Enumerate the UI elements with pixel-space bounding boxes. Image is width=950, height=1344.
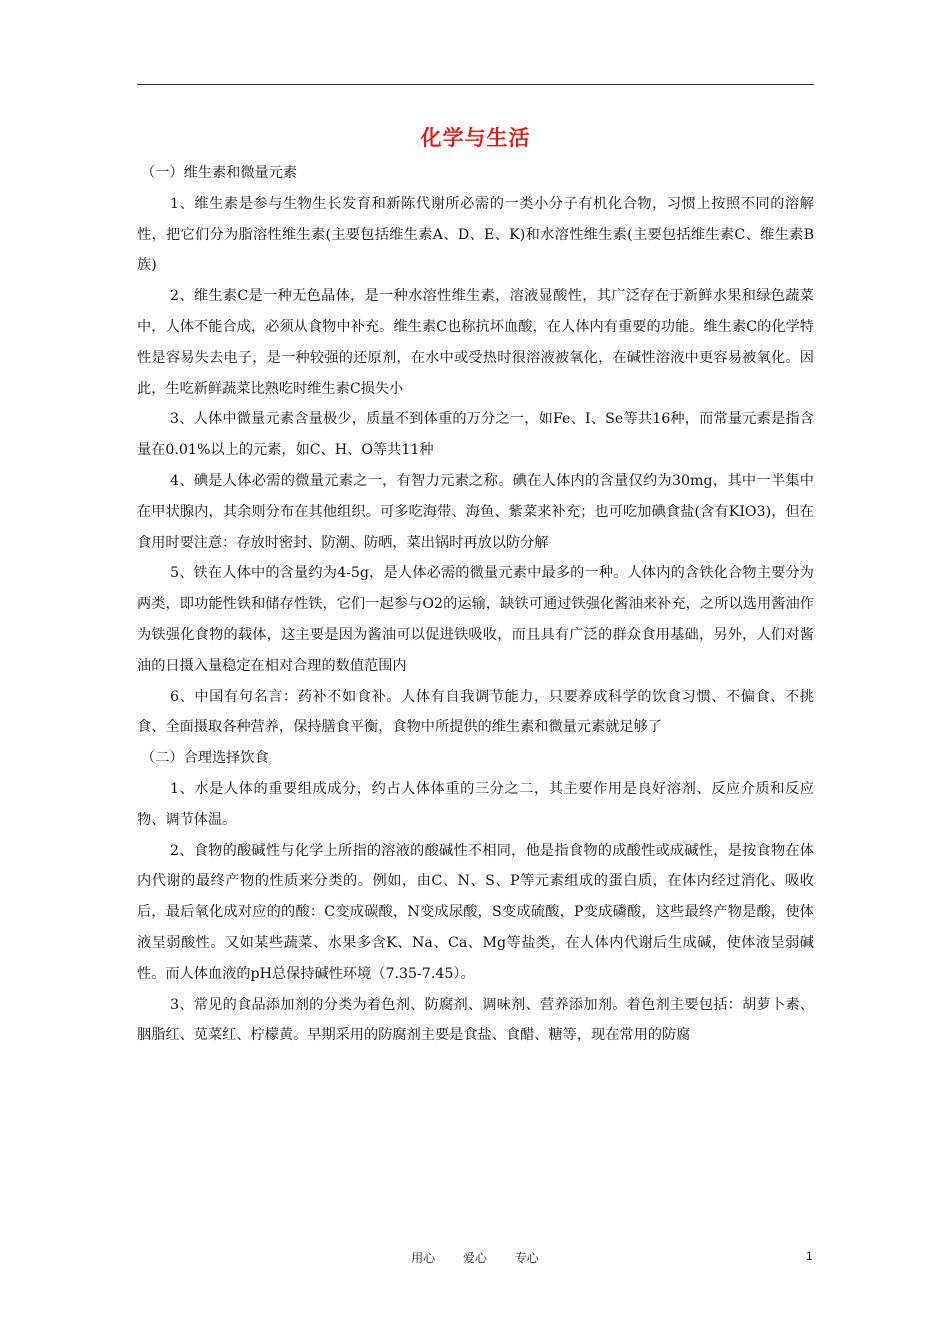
section-heading-diet: （二）合理选择饮食 xyxy=(141,750,269,767)
paragraph: 4、碘是人体必需的微量元素之一，有智力元素之称。碘在人体内的含量仅约为30mg，其中一半集中在甲状腺内，其余则分布在其他组织。可多吃海带、海鱼、紫菜来补充；也可吃加碘食盐(含有KIO3)，但在食用时要注意：存放时密封、防潮、防晒，菜出锅时再放以防分解 xyxy=(137,472,814,551)
paragraph: 2、食物的酸碱性与化学上所指的溶液的酸碱性不相同，他是指食物的成酸性或成碱性，是按食物在体内代谢的最终产物的性质来分类的。例如，由C、N、S、P等元素组成的蛋白质，在体内经过消化、吸收后，最后氧化成对应的的酸：C变成碳酸，N变成尿酸，S变成硫酸，P变成磷酸，这些最终产物是酸，使体液呈弱酸性。又如某些蔬菜、水果多含K、Na、Ca、Mg等盐类，在人体内代谢后生成碱，使体液呈弱碱性。而人体血液的pH总保持碱性环境（7.35-7.45）。 xyxy=(137,842,814,982)
paragraph: 5、铁在人体中的含量约为4-5g，是人体必需的微量元素中最多的一种。人体内的含铁化合物主要分为两类，即功能性铁和储存性铁，它们一起参与O2的运输，缺铁可通过铁强化酱油来补充，之所以选用酱油作为铁强化食物的载体，这主要是因为酱油可以促进铁吸收，而且具有广泛的群众食用基础，另外，人们对酱油的日摄入量稳定在相对合理的数值范围内 xyxy=(137,565,814,674)
page-title: 化学与生活 xyxy=(420,126,531,150)
page-number: 1 xyxy=(806,1249,813,1263)
footer-motto: 用心 爱心 专心 xyxy=(411,1251,539,1265)
paragraph: 3、人体中微量元素含量极少，质量不到体重的万分之一，如Fe、I、Se等共16种，而常量元素是指含量在0.01%以上的元素，如C、H、O等共11种 xyxy=(137,411,814,459)
paragraph: 1、维生素是参与生物生长发育和新陈代谢所必需的一类小分子有机化合物，习惯上按照不同的溶解性，把它们分为脂溶性维生素(主要包括维生素A、D、E、K)和水溶性维生素(主要包括维生素C、维生素B族) xyxy=(137,195,814,274)
paragraph: 6、中国有句名言：药补不如食补。人体有自我调节能力，只要养成科学的饮食习惯、不偏食、不挑食、全面摄取各种营养，保持膳食平衡，食物中所提供的维生素和微量元素就足够了 xyxy=(137,688,814,736)
paragraph: 1、水是人体的重要组成成分，约占人体体重的三分之二，其主要作用是良好溶剂、反应介质和反应物、调节体温。 xyxy=(137,780,814,828)
header-rule xyxy=(137,84,814,85)
paragraph: 3、常见的食品添加剂的分类为着色剂、防腐剂、调味剂、营养添加剂。着色剂主要包括：胡萝卜素、胭脂红、苋菜红、柠檬黄。早期采用的防腐剂主要是食盐、食醋、糖等，现在常用的防腐 xyxy=(137,996,814,1044)
section-heading-vitamins: （一）维生素和微量元素 xyxy=(141,165,298,181)
document-body xyxy=(137,158,814,1051)
paragraph: 2、维生素C是一种无色晶体，是一种水溶性维生素，溶液显酸性，其广泛存在于新鲜水果和绿色蔬菜中，人体不能合成，必须从食物中补充。维生素C也称抗坏血酸，在人体内有重要的功能。维生素C的化学特性是容易失去电子，是一种较强的还原剂，在水中或受热时很溶液被氧化，在碱性溶液中更容易被氧化。因此，生吃新鲜蔬菜比熟吃时维生素C损失小 xyxy=(137,288,814,397)
